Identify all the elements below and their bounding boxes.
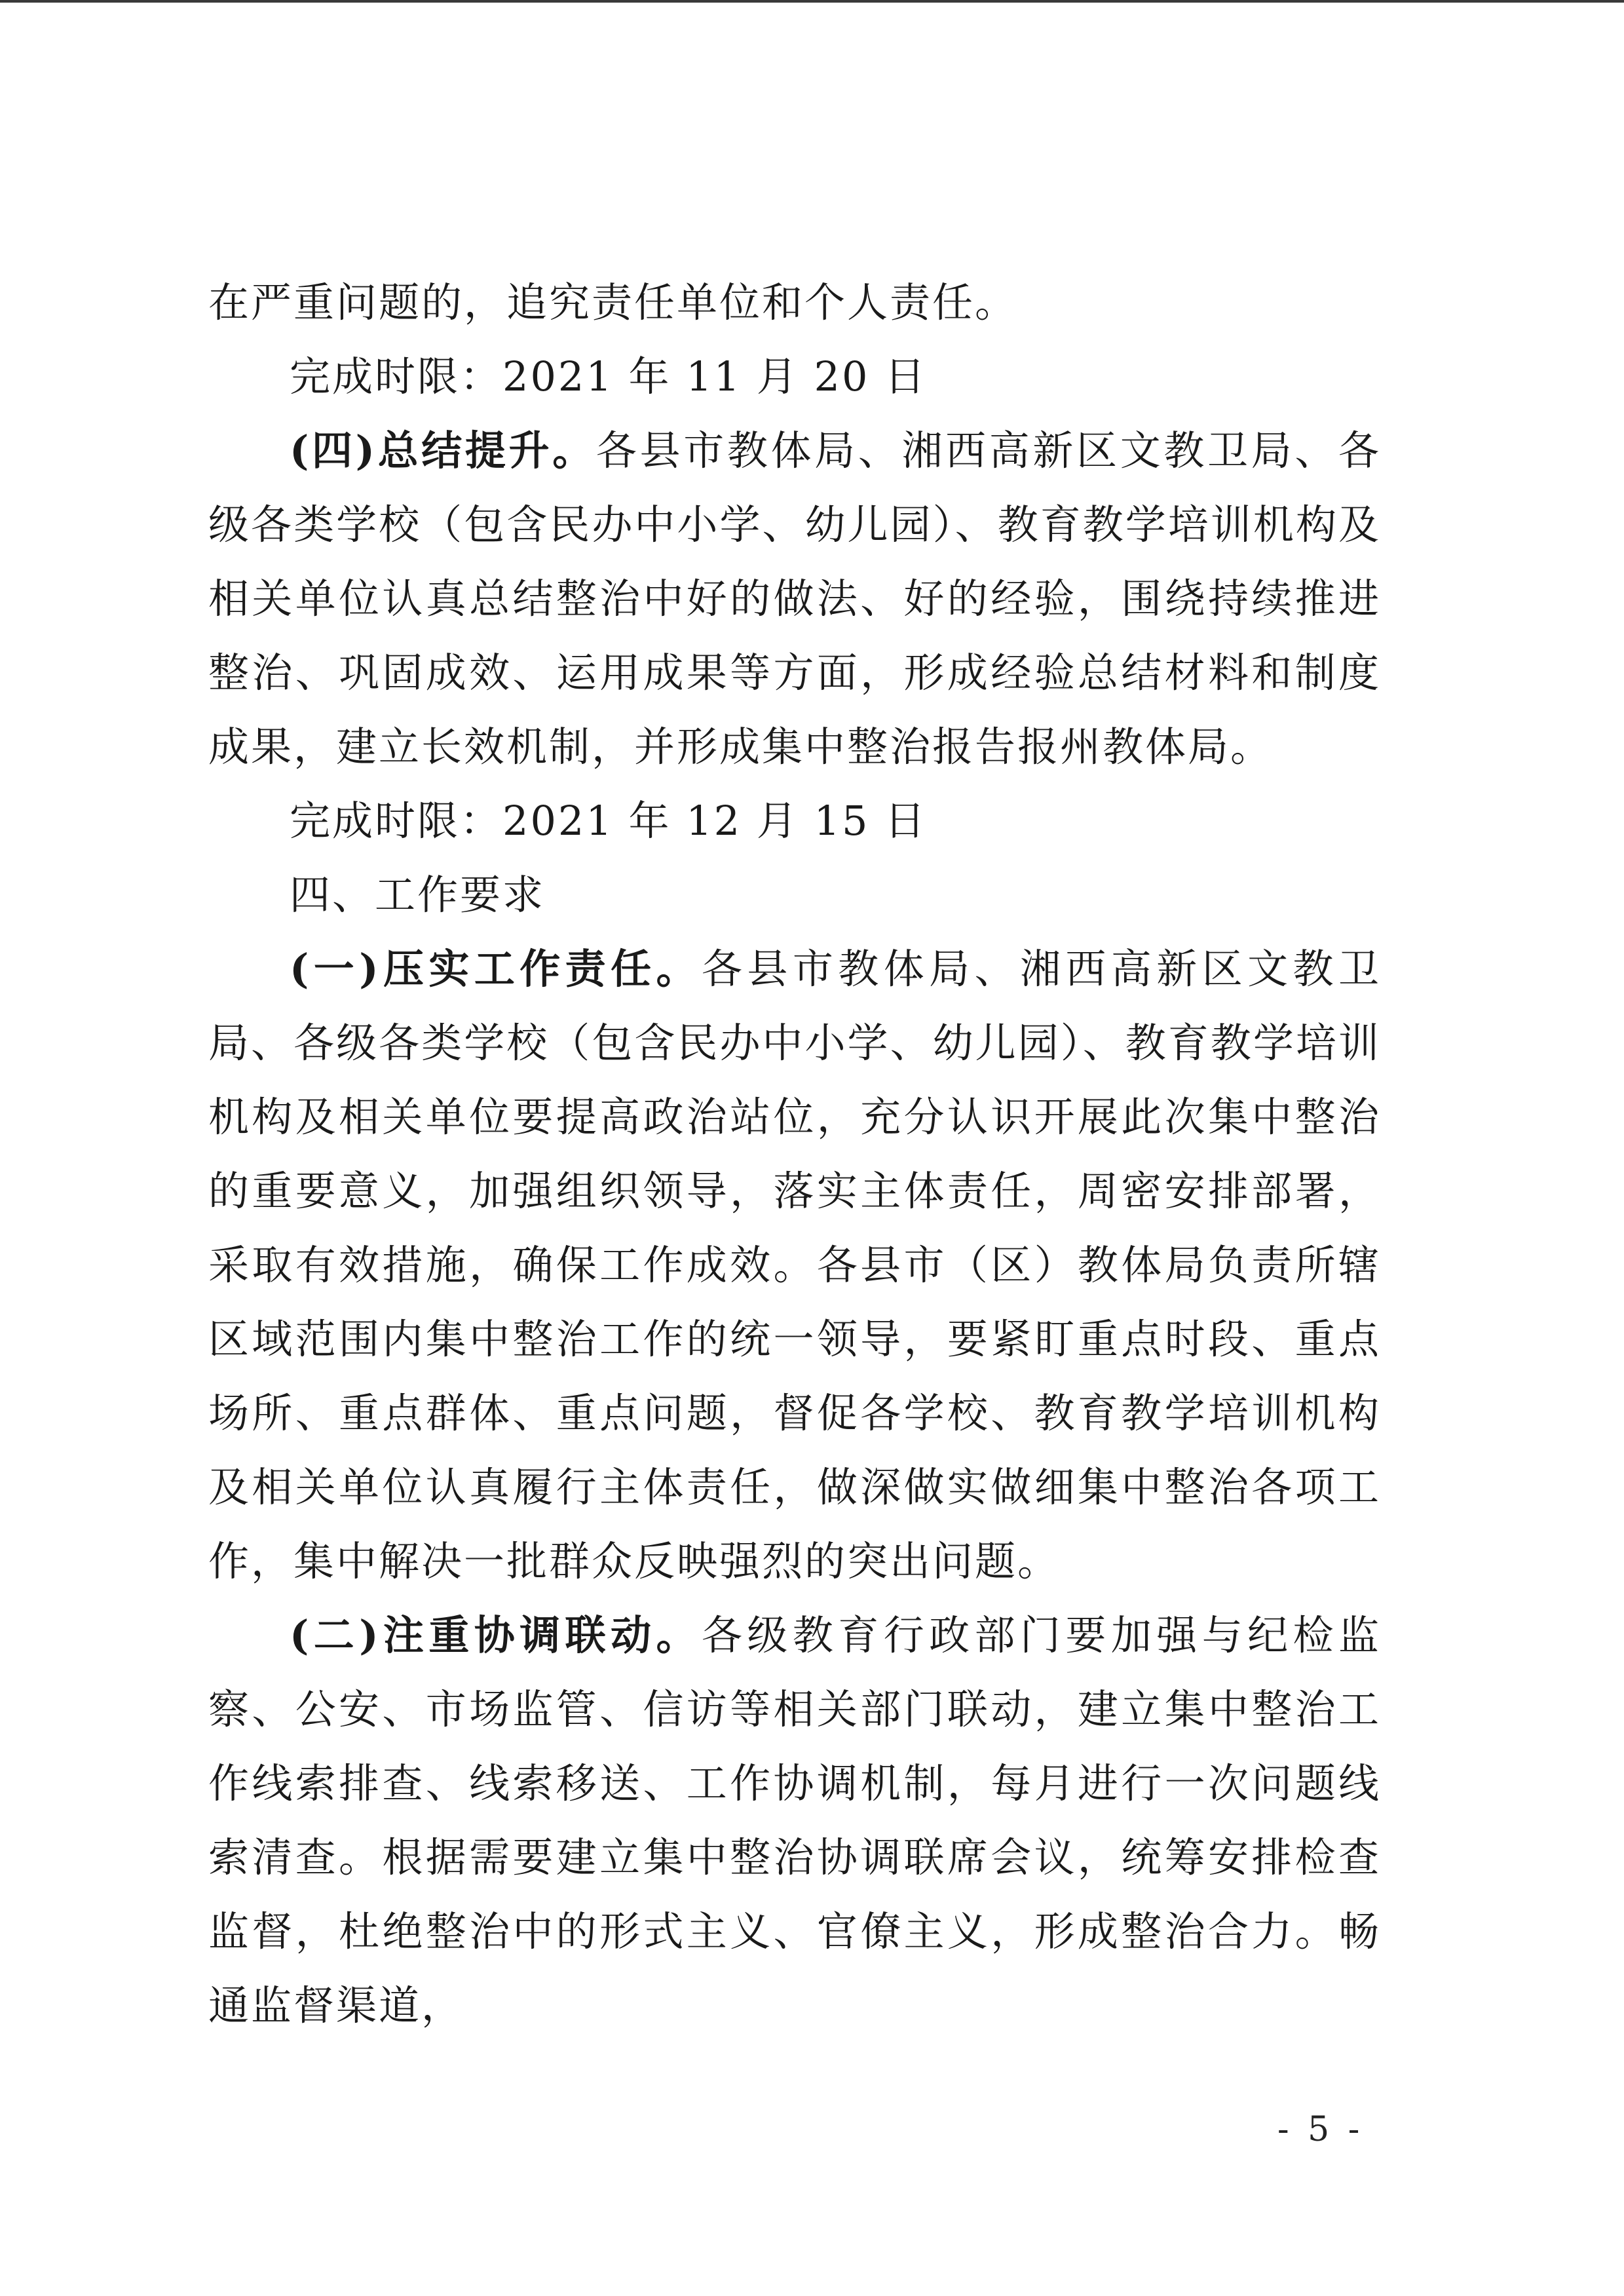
document-body — [208, 265, 1381, 2042]
paragraph-summary-upgrade — [208, 413, 1381, 784]
section-lead-heading: (四)总结提升。 — [290, 427, 596, 474]
paragraph-text: 各县市教体局、湘西高新区文教卫局、各级各类学校（包含民办中小学、幼儿园）、教育教学培训机构及相关单位要提高政治站位，充分认识开展此次集中整治的重要意义，加强组织领导，落实主体责任，周密安排部署，采取有效措施，确保工作成效。各县市（区）教体局负责所辖区域范围内集中整治工作的统一领导，要紧盯重点时段、重点场所、重点群体、重点问题，督促各学校、教育教学培训机构及相关单位认真履行主体责任，做深做实做细集中整治各项工作，集中解决一批群众反映强烈的突出问题。 — [208, 945, 1381, 1585]
deadline-text: 完成时限：2021 年 12 月 15 日 — [290, 797, 928, 845]
section-lead-heading: (二)注重协调联动。 — [290, 1611, 702, 1659]
paragraph-continuation — [208, 265, 1381, 339]
paragraph-text: 在严重问题的，追究责任单位和个人责任。 — [208, 278, 1018, 326]
deadline-line-1 — [208, 339, 1381, 413]
section-lead-heading: (一)压实工作责任。 — [290, 945, 702, 993]
deadline-text: 完成时限：2021 年 11 月 20 日 — [290, 353, 928, 400]
paragraph-text: 各级教育行政部门要加强与纪检监察、公安、市场监管、信访等相关部门联动，建立集中整治工作线索排查、线索移送、工作协调机制，每月进行一次问题线索清查。根据需要建立集中整治协调联席会议，统筹安排检查监督，杜绝整治中的形式主义、官僚主义，形成整治合力。畅通监督渠道， — [208, 1611, 1381, 2029]
paragraph-coordination — [208, 1598, 1381, 2042]
deadline-line-2 — [208, 784, 1381, 858]
scan-top-edge — [0, 0, 1624, 3]
page-number: - 5 - — [1277, 2110, 1364, 2149]
paragraph-text: 各县市教体局、湘西高新区文教卫局、各级各类学校（包含民办中小学、幼儿园）、教育教学培训机构及相关单位认真总结整治中好的做法、好的经验，围绕持续推进整治、巩固成效、运用成果等方面，形成经验总结材料和制度成果，建立长效机制，并形成集中整治报告报州教体局。 — [208, 427, 1381, 771]
section-heading-text: 四、工作要求 — [290, 871, 546, 919]
section-heading-work-requirements — [208, 858, 1381, 932]
paragraph-responsibility — [208, 932, 1381, 1598]
